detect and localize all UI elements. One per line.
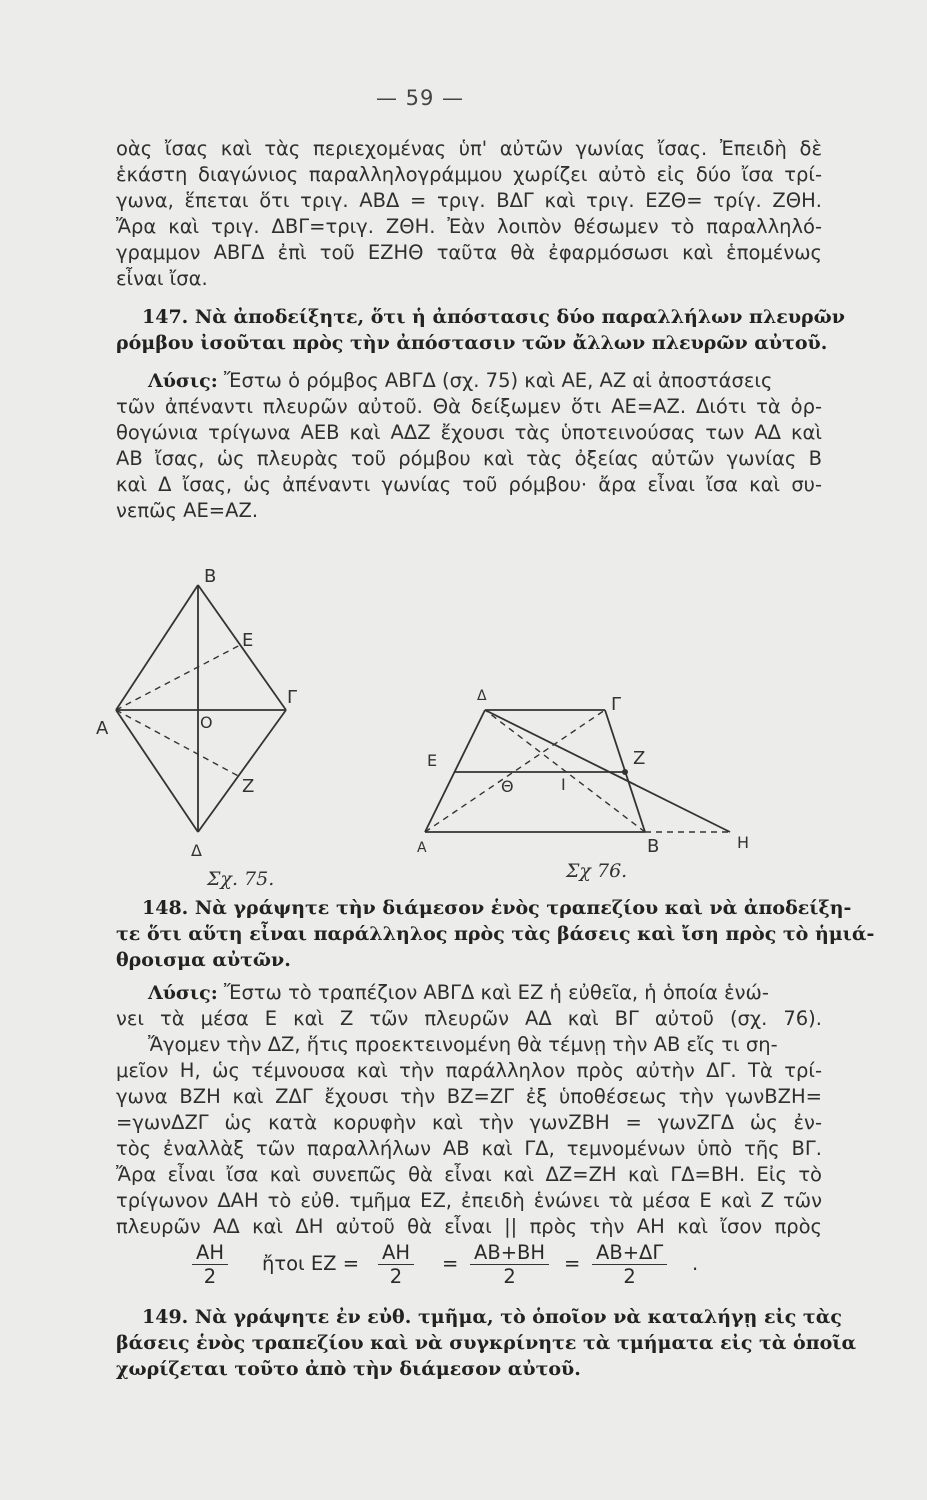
label-B: B [647,836,660,857]
formula [116,1242,822,1292]
text-line: Ἄρα καὶ τριγ. ΔΒΓ=τριγ. ΖΘΗ. Ἐὰν λοιπὸν θέσωμεν τὸ παραλληλό- [116,215,822,238]
problem-text: Νὰ γράψητε τὴν διάμεσον ἑνὸς τραπεζίου καὶ νὰ ἀποδείξη- [194,897,852,919]
label-D: Δ [477,688,487,704]
solution-text: Ἔστω ὁ ρόμβος ΑΒΓΔ (σχ. 75) καὶ ΑΕ, ΑΖ αἱ ἀποστάσεις [223,369,773,392]
problem-148-line [142,895,852,921]
text-line: πλευρῶν ΑΔ καὶ ΔΗ αὐτοῦ θὰ εἶναι || πρὸς τὴν ΑΗ καὶ ἴσον πρὸς [116,1215,822,1238]
side-DA [116,710,198,832]
fraction-AB-plus-BH-over-2 [470,1242,549,1289]
problem-149-line: χωρίζεται τοῦτο ἀπὸ τὴν διάμεσον αὐτοῦ. [116,1358,581,1380]
denominator: 2 [203,1265,217,1288]
equals-sign: = [564,1252,581,1275]
text-line: νει τὰ μέσα Ε καὶ Ζ τῶν πλευρῶν ΑΔ καὶ ΒΓ αὐτοῦ (σχ. 76). [116,1007,822,1030]
denominator: 2 [389,1265,403,1288]
line-DH [485,710,730,832]
label-B: B [204,566,217,587]
label-A: A [417,840,427,856]
denominator: 2 [503,1265,516,1288]
text-line: ΑΒ ἴσας, ὡς πλευρὰς τοῦ ρόμβου καὶ τὰς ὀξείας αὐτῶν γωνίας Β [116,447,822,470]
problem-149-line: βάσεις ἑνὸς τραπεζίου καὶ νὰ συγκρίνητε τὰ τμήματα εἰς τὰ ὁποῖα [116,1332,857,1354]
fraction-AB-plus-DG-over-2 [592,1242,667,1289]
label-A: A [96,718,109,739]
solution-text: Ἔστω τὸ τραπέζιον ΑΒΓΔ καὶ ΕΖ ἡ εὐθεῖα, ἡ ὁποία ἑνώ- [223,981,769,1004]
text-line: θογώνια τρίγωνα ΑΕΒ καὶ ΑΔΖ ἔχουσι τὰς ὑποτεινούσας των ΑΔ καὶ [116,421,822,444]
problem-148-line: θροισμα αὐτῶν. [116,949,291,971]
text-line: τρίγωνον ΔΑΗ τὸ εὐθ. τμῆμα ΕΖ, ἐπειδὴ ἑνώνει τὰ μέσα Ε καὶ Ζ τῶν [116,1189,822,1212]
formula-text: ἤτοι EZ = [262,1252,360,1275]
label-Z: Z [633,748,646,769]
text-line: εἶναι ἴσα. [116,267,208,290]
text-line: μεῖον Η, ὡς τέμνουσα καὶ τὴν παράλληλον πρὸς αὐτὴν ΔΓ. Τὰ τρί- [116,1059,822,1082]
diagonal-BD [485,710,645,832]
label-G: Γ [287,687,298,708]
text-line: τῶν ἀπέναντι πλευρῶν αὐτοῦ. Θὰ δείξωμεν ὅτι ΑΕ=ΑΖ. Διότι τὰ ὀρ- [116,395,822,418]
problem-147-line [142,304,845,330]
fraction-AH-over-2 [192,1242,228,1289]
text-line: καὶ Δ ἴσας, ὡς ἀπέναντι γωνίας τοῦ ρόμβου· ἄρα εἶναι ἴσα καὶ συ- [116,473,822,496]
problem-number: 148. [142,897,189,919]
label-Z: Z [242,776,255,797]
text-line: Ἄρα εἶναι ἴσα καὶ συνεπῶς θὰ εἶναι καὶ ΔΖ=ΖΗ καὶ ΓΔ=ΒΗ. Εἰς τὸ [116,1163,822,1186]
figure-75-caption: Σχ. 75. [207,868,275,890]
figure-75-rhombus [90,560,330,860]
text-line: γραμμον ΑΒΓΔ ἐπὶ τοῦ ΕΖΗΘ ταῦτα θὰ ἐφαρμόσωσι καὶ ἑπομένως [116,241,822,264]
diagonal-AG [425,710,605,832]
text-line: οὰς ἴσας καὶ τὰς περιεχομένας ὑπ' αὐτῶν γωνίας ἴσας. Ἐπειδὴ δὲ [116,137,822,160]
numerator: AH [192,1242,228,1265]
label-O: O [200,713,213,732]
label-E: E [427,751,438,770]
text-line: ἑκάστη διαγώνιος παραλληλογράμμου χωρίζει αὐτὸ εἰς δύο ἴσα τρί- [116,163,822,186]
text-line: νεπῶς ΑΕ=ΑΖ. [116,499,259,522]
label-G: Γ [611,694,622,715]
side-AB [116,585,198,710]
text-line: τὸς ἐναλλὰξ τῶν παραλλήλων ΑΒ καὶ ΓΔ, τεμνομένων ὑπὸ τῆς ΒΓ. [116,1137,822,1160]
problem-number: 147. [142,306,189,328]
side-AD [425,710,485,832]
solution-147-line [148,368,822,394]
figure-76-trapezoid [415,680,795,860]
problem-number: 149. [142,1306,189,1328]
denominator: 2 [623,1265,636,1288]
numerator: AH [378,1242,414,1265]
label-E: E [242,630,254,651]
numerator: AB+BH [470,1242,549,1265]
problem-text: Νὰ γράψητε ἐν εὐθ. τμῆμα, τὸ ὁποῖον νὰ καταλήγῃ εἰς τὰς [194,1306,842,1328]
problem-147-line: ρόμβου ἰσοῦται πρὸς τὴν ἀπόστασιν τῶν ἄλλων πλευρῶν αὐτοῦ. [116,332,828,354]
page-number: — 59 — [375,86,465,110]
label-H: H [737,833,750,852]
figure-76-caption: Σχ 76. [566,860,628,882]
label-I: I [561,775,566,794]
text-line: Ἄγομεν τὴν ΔΖ, ἥτις προεκτεινομένη θὰ τέμνῃ τὴν ΑΒ εἴς τι ση- [148,1033,778,1056]
problem-149-line [142,1304,842,1330]
solution-label: Λύσις: [148,982,218,1004]
text-line: γωνα ΒΖΗ καὶ ΖΔΓ ἔχουσι τὴν ΒΖ=ΖΓ ἐξ ὑποθέσεως τὴν γωνΒΖΗ= [116,1085,822,1108]
point-Z [622,769,628,775]
period: . [692,1252,699,1275]
perpendicular-AE [116,644,242,710]
perpendicular-AZ [116,710,242,778]
problem-148-line: τε ὅτι αὕτη εἶναι παράλληλος πρὸς τὰς βάσεις καὶ ἴση πρὸς τὸ ἡμιά- [116,923,875,945]
text-line: γωνα, ἕπεται ὅτι τριγ. ΑΒΔ = τριγ. ΒΔΓ καὶ τριγ. ΕΖΘ= τρίγ. ΖΘΗ. [116,189,822,212]
numerator: AB+ΔΓ [592,1242,667,1265]
label-D: Δ [191,841,202,860]
solution-label: Λύσις: [148,370,218,392]
label-Th: Θ [501,777,514,796]
problem-text: Νὰ ἀποδείξητε, ὅτι ἡ ἀπόστασις δύο παραλλήλων πλευρῶν [194,306,845,328]
text-line: =γωνΔΖΓ ὡς κατὰ κορυφὴν καὶ τὴν γωνΖΒΗ = γωνΖΓΔ ὡς ἐν- [116,1111,822,1134]
solution-148-line [148,980,822,1006]
equals-sign: = [442,1252,459,1275]
fraction-AH-over-2 [378,1242,414,1289]
